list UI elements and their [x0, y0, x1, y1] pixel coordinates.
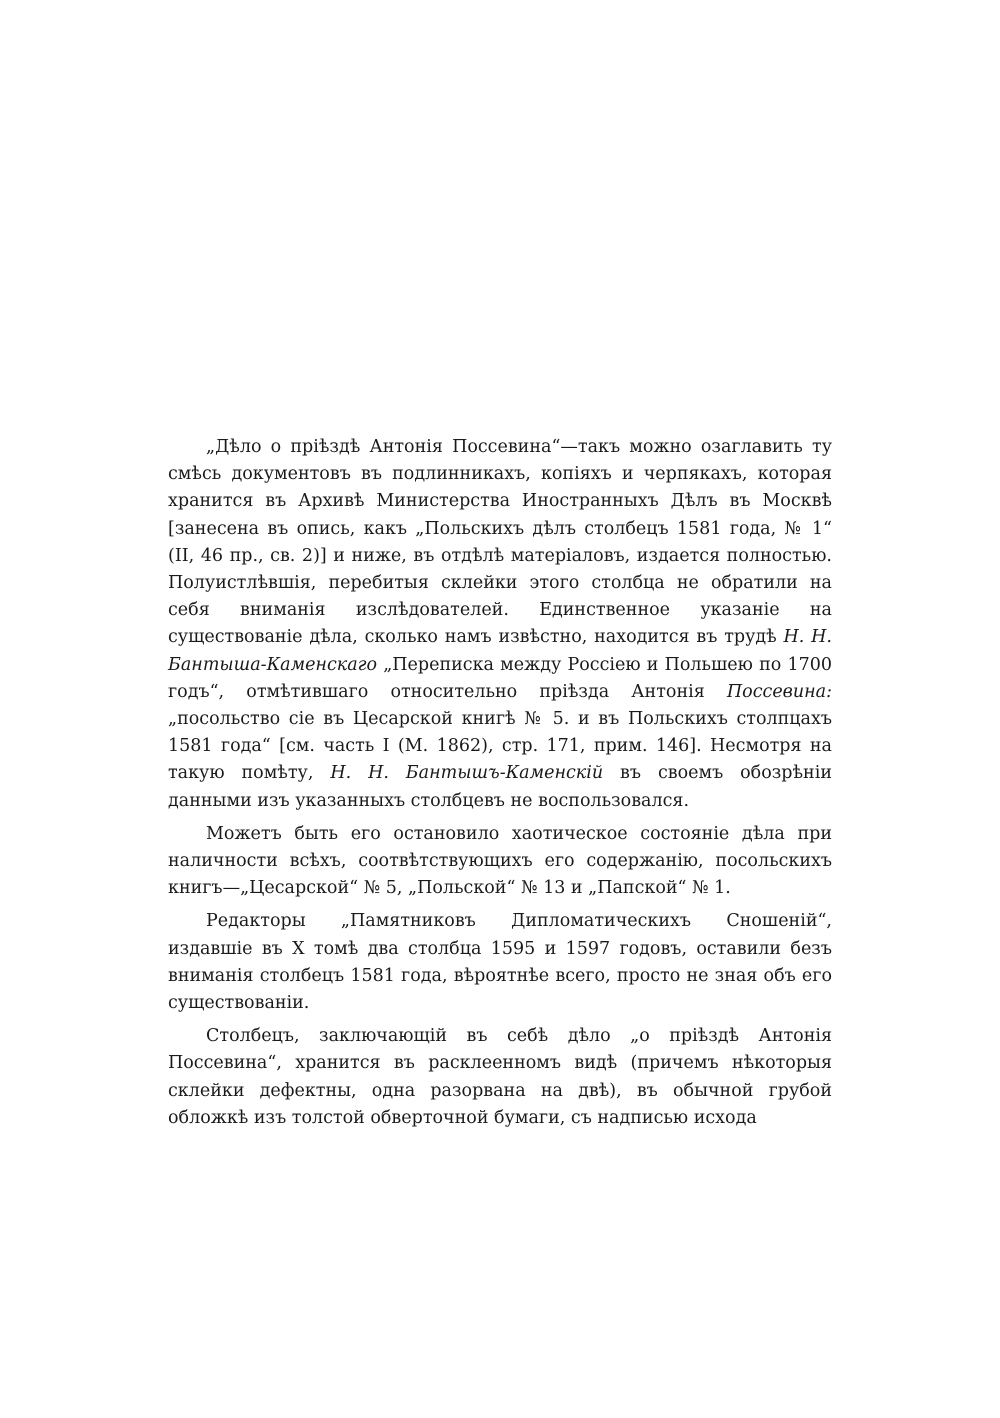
paragraph-2-text: Можетъ быть его остановило хаотическое состояніе дѣла при наличности всѣхъ, соотвѣтствующихъ его содержанію, посольскихъ книгъ—„Цесарской“ № 5, „Польской“ № 13 и „Папской“ № 1. — [168, 823, 832, 899]
paragraph-1-text-4: въ своемъ обозрѣніи данными изъ указанныхъ столбцевъ не воспользовался. — [168, 763, 832, 811]
paragraph-3 — [168, 908, 832, 1017]
author-name-bantysh-kamensky-2: Н. Н. Бантышъ-Каменскій — [330, 763, 604, 784]
paragraph-1-text-3: „посольство сіе въ Цесарской книгѣ № 5. и въ Польскихъ столпцахъ 1581 года“ [см. часть I (М. 1862), стр. 171, прим. 146]. Несмотря на такую помѣту, — [168, 709, 832, 784]
paragraph-2 — [168, 821, 832, 903]
paragraph-1-text-1: „Дѣло о пріѣздѣ Антонія Поссевина“—такъ можно озаглавить ту смѣсь документовъ въ подлинникахъ, копіяхъ и черпякахъ, которая хранится въ Архивѣ Министерства Иностранныхъ Дѣлъ въ Москвѣ [занесена въ опись, какъ „Польскихъ дѣлъ столбецъ 1581 года, № 1“ (II, 46 пр., св. 2)] и ниже, въ отдѣлѣ матеріаловъ, издается полностью. Полуистлѣвшія, перебитыя склейки этого столбца не обратили на себя вниманія изслѣдователей. Единственное указаніе на существованіе дѣла, сколько намъ извѣстно, находится въ трудѣ — [168, 437, 832, 648]
paragraph-4 — [168, 1023, 832, 1132]
paragraph-1-text-2: „Переписка между Россіею и Польшею по 1700 годъ“, отмѣтившаго относительно пріѣзда Антонія — [168, 654, 832, 702]
paragraph-3-text: Редакторы „Памятниковъ Дипломатическихъ Сношеній“, издавшіе въ X томѣ два столбца 1595 и 1597 годовъ, оставили безъ вниманія столбецъ 1581 года, вѣроятнѣе всего, просто не зная объ его существованіи. — [168, 911, 832, 1014]
name-possevin: Поссевина: — [726, 681, 832, 702]
paragraph-4-text: Столбецъ, заключающій въ себѣ дѣло „о пріѣздѣ Антонія Поссевина“, хранится въ расклеенномъ видѣ (причемъ нѣкоторыя склейки дефектны, одна разорвана на двѣ), въ обычной грубой обложкѣ изъ толстой обверточной бумаги, съ надписью исхода — [168, 1026, 832, 1128]
author-name-bantysh-kamensky: Н. Н. Бантыша-Каменскаго — [168, 627, 832, 675]
paragraph-1 — [168, 434, 832, 815]
body-text — [168, 434, 832, 1132]
